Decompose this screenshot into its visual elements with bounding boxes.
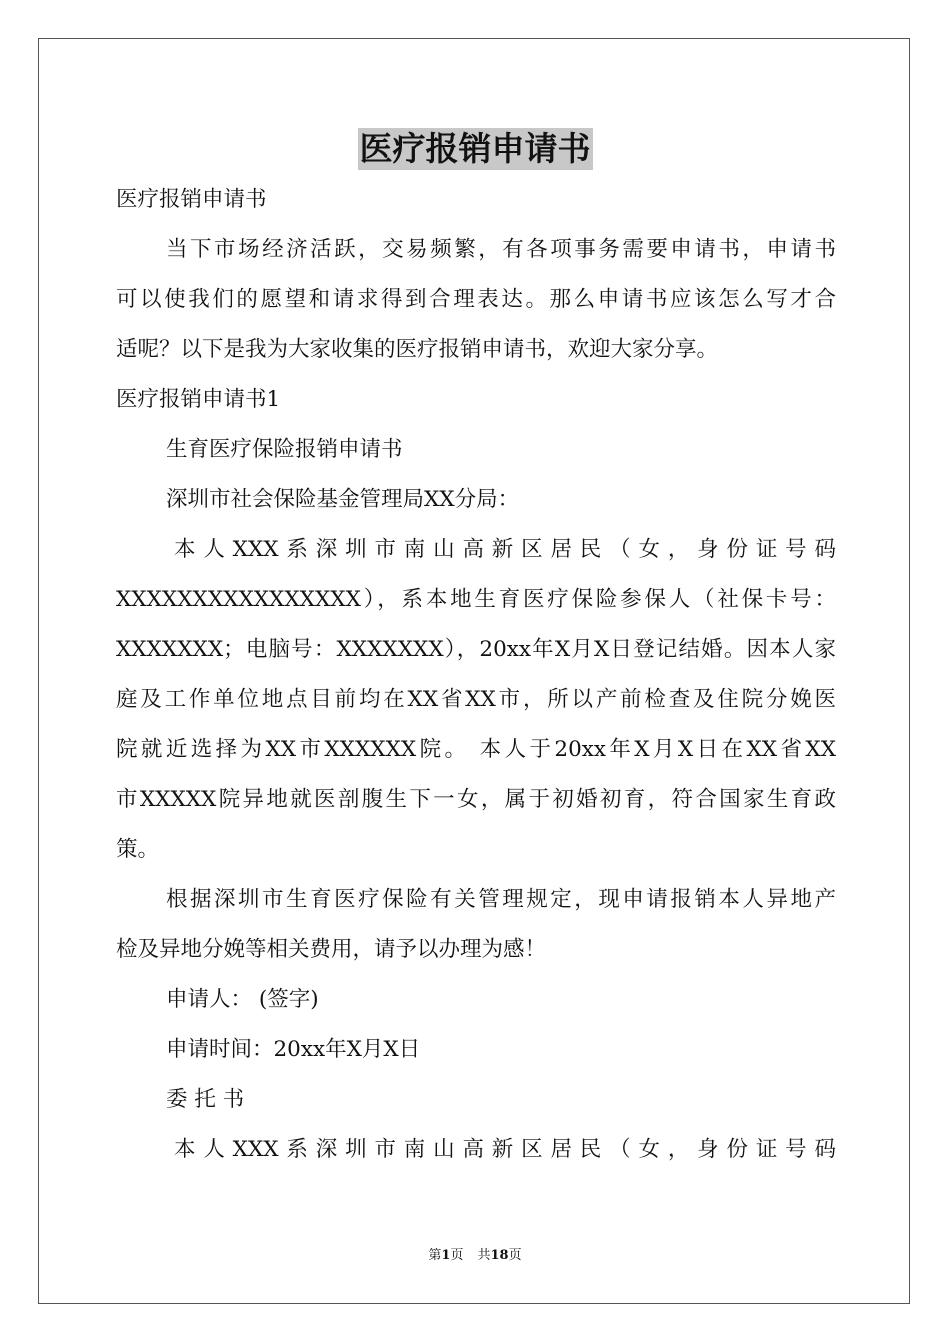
text-line: 申请时间：20xx年X月X日	[166, 1037, 421, 1062]
footer-page-total: 18	[490, 1248, 509, 1263]
text-line: XXXXXXXXXXXXXXXX），系本地生育医疗保险参保人（社保卡号：	[116, 587, 836, 612]
footer-total-unit: 页	[508, 1248, 522, 1263]
footer-page-prefix: 第	[428, 1248, 442, 1263]
text-line: 检及异地分娩等相关费用，请予以办理为感！	[116, 937, 547, 962]
page-footer	[0, 1247, 950, 1265]
text-line: 可以使我们的愿望和请求得到合理表达。那么申请书应该怎么写才合	[116, 287, 836, 312]
text-line: 深圳市社会保险基金管理局XX分局：	[166, 487, 520, 512]
text-line: 当下市场经济活跃，交易频繁，有各项事务需要申请书，申请书	[166, 237, 836, 262]
text-line: 委 托 书	[166, 1087, 245, 1112]
text-line: 本人XXX系深圳市南山高新区居民（女，身份证号码	[174, 1137, 836, 1162]
text-line: 市XXXXX院异地就医剖腹生下一女，属于初婚初育，符合国家生育政	[116, 787, 836, 812]
text-line: 生育医疗保险报销申请书	[166, 437, 403, 462]
text-line: 根据深圳市生育医疗保险有关管理规定，现申请报销本人异地产	[166, 887, 836, 912]
text-line: 适呢？以下是我为大家收集的医疗报销申请书，欢迎大家分享。	[116, 337, 719, 362]
text-line: 本人XXX系深圳市南山高新区居民（女，身份证号码	[174, 537, 836, 562]
document-title	[0, 128, 950, 170]
text-line: 庭及工作单位地点目前均在XX省XX市，所以产前检查及住院分娩医	[116, 687, 836, 712]
text-line: 院就近选择为XX市XXXXXX院。 本人于20xx年X月X日在XX省XX	[116, 737, 836, 762]
text-line: 申请人： (签字)	[166, 987, 319, 1012]
footer-total-prefix: 共	[477, 1248, 491, 1263]
document-title-text: 医疗报销申请书	[359, 129, 591, 168]
text-line: 医疗报销申请书	[116, 187, 267, 212]
text-line: 策。	[116, 837, 160, 862]
footer-page-unit: 页	[450, 1248, 464, 1263]
text-line: XXXXXXX；电脑号：XXXXXXX），20xx年X月X日登记结婚。因本人家	[116, 637, 836, 662]
footer-page-current: 1	[441, 1248, 451, 1263]
text-line: 医疗报销申请书1	[116, 387, 281, 412]
